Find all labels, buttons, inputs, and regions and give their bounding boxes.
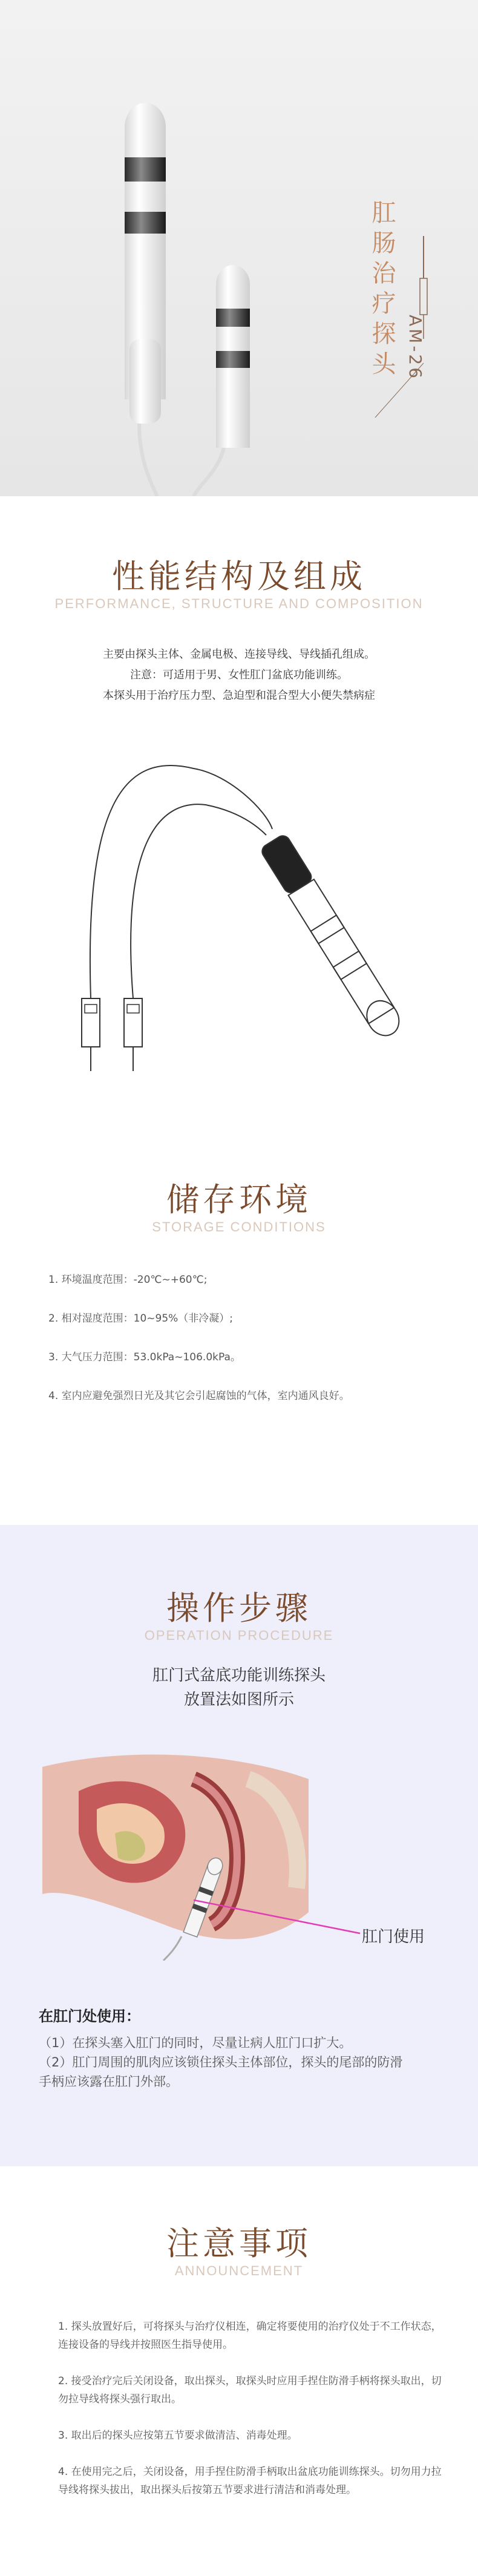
list-item: 4. 在使用完之后，关闭设备，用手捏住防滑手柄取出盆底功能训练探头。切勿用力拉导线将探头拔出，取出探头后按第五节要求进行清洁和消毒处理。 — [58, 2466, 442, 2496]
hero-banner — [0, 0, 478, 496]
list-item: 1. 环境温度范围：-20℃~+60℃; — [48, 1274, 208, 1286]
list-item: 1. 探头放置好后，可将探头与治疗仪相连，确定将要使用的治疗仪处于不工作状态，连接设备的导线并按照医生指导使用。 — [58, 2321, 442, 2351]
usage-label: 肛门使用 — [362, 1928, 425, 1946]
operation-subtitle: OPERATION PROCEDURE — [144, 1628, 334, 1643]
announcement-list — [58, 2318, 445, 2517]
list-item: 2. 相对湿度范围：10~95%（非冷凝）; — [48, 1313, 234, 1325]
anal-usage-text — [39, 2033, 450, 2091]
performance-title: 性能结构及组成 — [112, 557, 366, 595]
performance-line-2: 注意：可适用于男、女性肛门盆底功能训练。 — [130, 669, 348, 681]
anal-usage-title: 在肛门处使用： — [39, 2008, 140, 2025]
hero-title: 肛肠治疗探头 — [368, 200, 396, 381]
storage-list — [48, 1271, 436, 1426]
performance-line-1: 主要由探头主体、金属电极、连接导线、导线插孔组成。 — [103, 648, 375, 661]
storage-title: 储存环境 — [166, 1181, 312, 1219]
operation-title: 操作步骤 — [166, 1589, 312, 1627]
probe-line-drawing — [73, 738, 411, 1077]
anal-usage-line-3: 手柄应该露在肛门外部。 — [39, 2074, 178, 2089]
pointer-line — [188, 1894, 363, 1942]
list-item: 3. 大气压力范围：53.0kPa~106.0kPa。 — [48, 1351, 241, 1363]
announcement-title: 注意事项 — [166, 2224, 312, 2263]
list-item: 2. 接受治疗完后关闭设备，取出探头，取探头时应用手捏住防滑手柄将探头取出，切勿拉导线将探头强行取出。 — [58, 2375, 442, 2405]
performance-line-3: 本探头用于治疗压力型、急迫型和混合型大小便失禁病症 — [103, 689, 375, 702]
storage-subtitle: STORAGE CONDITIONS — [152, 1219, 326, 1234]
anal-usage-line-1: （1）在探头塞入肛门的同时，尽量让病人肛门口扩大。 — [39, 2036, 352, 2050]
list-item: 3. 取出后的探头应按第五节要求做清洁、消毒处理。 — [58, 2430, 298, 2442]
announcement-subtitle: ANNOUNCEMENT — [174, 2263, 304, 2278]
operation-desc-line-2: 放置法如图所示 — [183, 1691, 294, 1709]
list-item: 4. 室内应避免强烈日光及其它会引起腐蚀的气体，室内通风良好。 — [48, 1390, 350, 1402]
anal-usage-line-2: （2）肛门周围的肌肉应该锁住探头主体部位，探头的尾部的防滑 — [39, 2055, 403, 2070]
probe-product-photo — [0, 0, 478, 496]
hero-model: AM-26 — [405, 315, 425, 381]
performance-subtitle: PERFORMANCE, STRUCTURE AND COMPOSITION — [54, 596, 424, 611]
operation-desc-line-1: 肛门式盆底功能训练探头 — [152, 1667, 326, 1685]
